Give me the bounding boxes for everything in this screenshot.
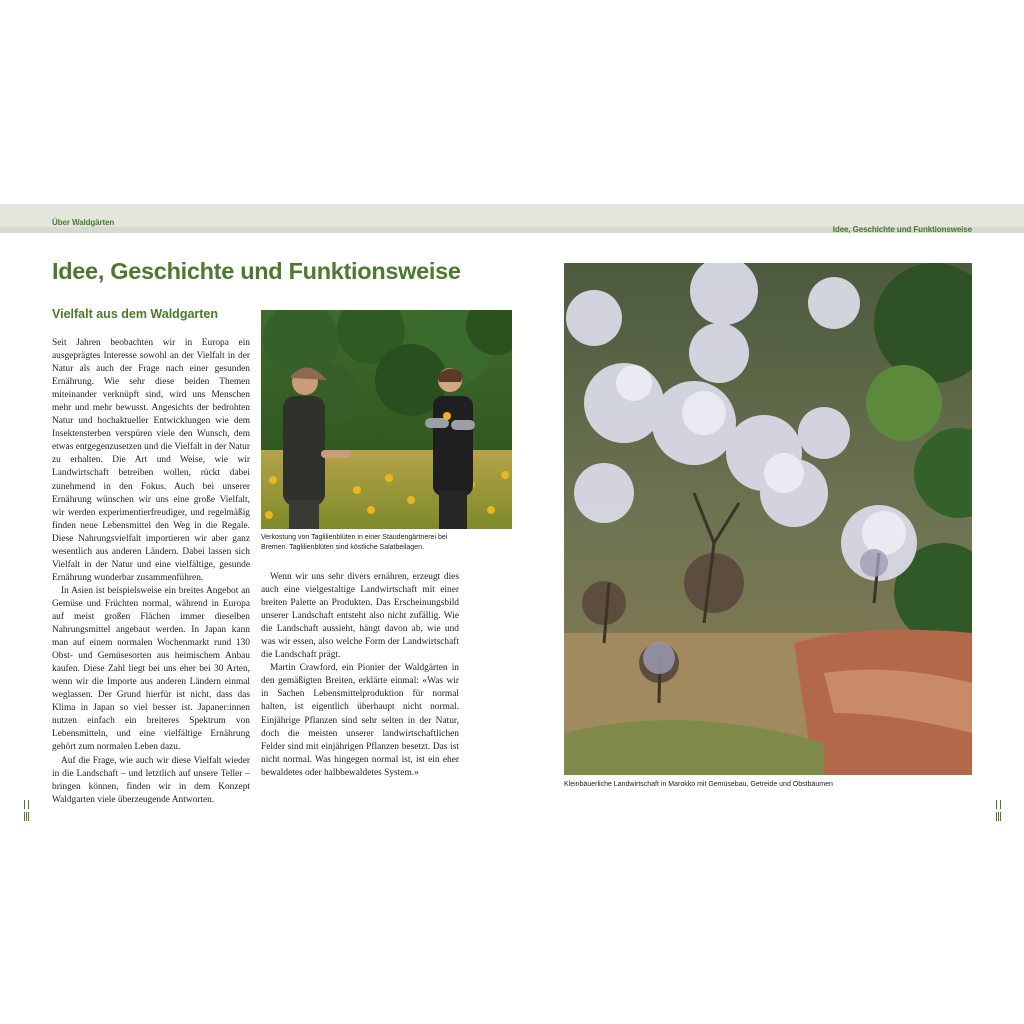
photo-daylily-tasting: [261, 310, 512, 529]
paragraph: Auf die Frage, wie auch wir diese Vielfalt wieder in die Landschaft – und letztlich auf unsere Teller – bringen können, finden wir in dem Konzept Waldgarten viele überzeugende Antworten.: [52, 755, 250, 805]
photo1-caption: Verkostung von Taglilienblüten in einer Staudengärtnerei bei Bremen. Taglilienblüten sind köstliche Salatbeilagen.: [261, 534, 448, 551]
section-title: Vielfalt aus dem Waldgarten: [52, 307, 219, 321]
photo-daylily-tasting-image: [261, 310, 512, 529]
photo-morocco-landscape-image: [564, 263, 972, 775]
text-column-left: [52, 337, 250, 807]
photo-morocco-landscape: [564, 263, 972, 775]
photo2-caption: Kleinbäuerliche Landwirtschaft in Marokko mit Gemüsebau, Getreide und Obstbäumen: [564, 781, 833, 788]
running-head-right: Idee, Geschichte und Funktionsweise: [832, 225, 972, 234]
running-head-left: Über Waldgärten: [52, 218, 115, 227]
paragraph: In Asien ist beispielsweise ein breites Angebot an Gemüse und Früchten normal, während in Europa auf meist großen Flächen immer dieselben Nahrungsmittel angebaut werden. In Japan kann man auf einem normalen Wochenmarkt rund 130 Obst- und Gemüsesorten aus heimischem Anbau kaufen. Diese Zahl liegt bei uns eher bei 30 Arten, wenn wir die Importe aus anderen Ländern einmal weglassen. Der Grund hierfür ist nicht, dass das Klima in Japan so viel besser ist. Japaner:innen nutzen einfach ein breiteres Spektrum von Lebensmitteln, und eine vielfältige Ernährung gehört zum normalen Leben dazu.: [52, 585, 250, 753]
paragraph: Wenn wir uns sehr divers ernähren, erzeugt dies auch eine vielgestaltige Landwirtschaft mit einer breiten Palette an Produkten. Das Erscheinungsbild unserer Landschaft entsteht also nicht zufällig. Wie die Landschaft aussieht, hängt davon ab, wie und was wir essen, also welche Form der Landwirtschaft die Landschaft prägt.: [261, 572, 459, 661]
paragraph: Martin Crawford, ein Pionier der Waldgärten in den gemäßigten Breiten, erklärte einmal: «Was wir in Sachen Lebensmittelproduktion für normal halten, ist eigentlich überhaupt nicht normal. Einjährige Pflanzen sind sehr selten in der Natur, doch die meisten unserer landwirtschaftlichen Felder sind mit einjährigen Pflanzen besetzt. Das ist nicht normal. Was hingegen normal ist, ist ein eher bewaldetes oder halbbewaldetes System.»: [261, 663, 459, 778]
paragraph: Seit Jahren beobachten wir in Europa ein ausgeprägtes Interesse sowohl an der Vielfalt in der Natur als auch der Frage nach einer gesunden Ernährung. Wie sehr diese beiden Themen miteinander verknüpft sind, wird uns Menschen mehr und mehr bewusst. Angesichts der bedrohten Natur und hochaktueller Entwicklungen wie dem Insektensterben verspüren viele den Wunsch, dem etwas entgegenzusetzen und die Vielfalt in der Natur zu erhalten. Die Art und Weise, wie wir Landwirtschaft betreiben wollen, rückt dabei zunehmend in den Fokus. Auch bei unserer Ernährung wünschen wir uns eine große Vielfalt, wir werden experimentierfreudiger, und regelmäßig finden neue Lebensmittel den Weg in die Regale. Diese Nahrungsvielfalt importieren wir aber ganz wesentlich aus anderen Ländern. Dabei lassen sich Vielfalt in der Natur und eine vielfältige, gesunde Ernährung wunderbar zusammenführen.: [52, 338, 250, 583]
text-column-right: [261, 571, 459, 780]
page-title: Idee, Geschichte und Funktionsweise: [52, 258, 461, 284]
